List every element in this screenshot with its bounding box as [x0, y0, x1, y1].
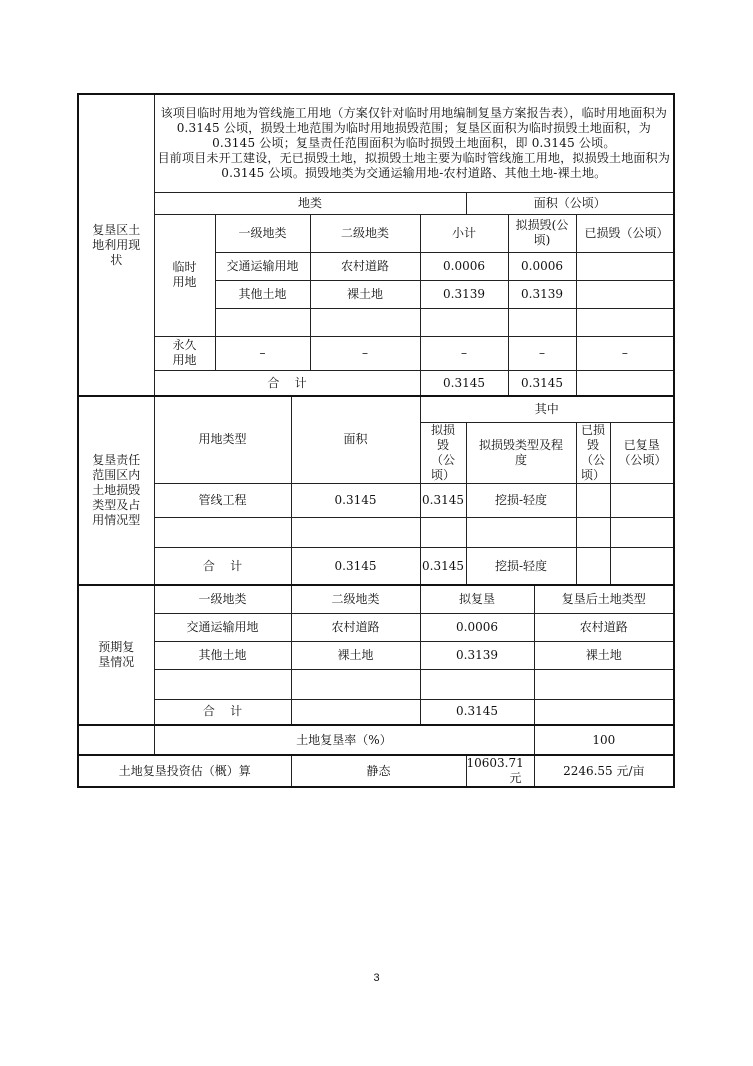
- cell-level2: –: [310, 336, 420, 370]
- cell-subtotal: [420, 308, 508, 336]
- table-row: [78, 613, 674, 641]
- col-planned-loss: 拟损毁（公顷）: [420, 422, 466, 483]
- cell-reclaimed: [610, 483, 674, 517]
- page-number: 3: [373, 972, 380, 984]
- col-level1: 一级地类: [154, 585, 291, 613]
- cell-subtotal: –: [420, 336, 508, 370]
- col-among: 其中: [420, 396, 674, 422]
- section2-label: 复垦责任范围区内土地损毁类型及占用情况型: [78, 396, 154, 585]
- investment-amount: 10603.71 元: [466, 755, 534, 787]
- table-row: [78, 336, 674, 370]
- investment-per-mu: 2246.55 元/亩: [534, 755, 674, 787]
- col-planned: 拟损毁(公顷): [508, 214, 576, 252]
- col-damaged: 已损毁（公顷）: [576, 214, 674, 252]
- cell-planned: 0.3139: [420, 641, 534, 669]
- cell-planned: [420, 669, 534, 699]
- cell-landuse: 管线工程: [154, 483, 291, 517]
- cell-level2: 裸土地: [310, 280, 420, 308]
- cell-level2: [291, 699, 420, 725]
- col-level2: 二级地类: [310, 214, 420, 252]
- cell-reclaimed: [610, 517, 674, 547]
- cell-degree: 挖损-轻度: [466, 483, 576, 517]
- col-after-type: 复垦后土地类型: [534, 585, 674, 613]
- col-loss-type: 拟损毁类型及程度: [466, 422, 576, 483]
- cell-damaged: –: [576, 336, 674, 370]
- cell-level2: [291, 669, 420, 699]
- header-area: 面积（公顷）: [466, 192, 674, 214]
- col-level2: 二级地类: [291, 585, 420, 613]
- col-subtotal: 小计: [420, 214, 508, 252]
- cell-subtotal: 0.0006: [420, 252, 508, 280]
- section1-description: [154, 94, 674, 192]
- cell-planned: 0.3139: [508, 280, 576, 308]
- cell-planned: 0.3145: [420, 699, 534, 725]
- col-damaged-loss: 已损毁（公顷）: [576, 422, 610, 483]
- cell-level1: 交通运输用地: [215, 252, 310, 280]
- rate-spacer: [78, 725, 154, 755]
- cell-planned: [508, 308, 576, 336]
- table-row: [78, 641, 674, 669]
- cell-after: 裸土地: [534, 641, 674, 669]
- section3-label: 预期复垦情况: [78, 585, 154, 725]
- table-row: [78, 483, 674, 517]
- cell-level1: –: [215, 336, 310, 370]
- cell-planned: [420, 517, 466, 547]
- cell-damaged: [576, 252, 674, 280]
- perm-land-label: 永久用地: [154, 336, 215, 370]
- cell-level2: 农村道路: [291, 613, 420, 641]
- cell-damaged: [576, 547, 610, 585]
- cell-degree: [466, 517, 576, 547]
- cell-damaged: [576, 483, 610, 517]
- col-area: 面积: [291, 396, 420, 483]
- total-label: 合 计: [154, 370, 420, 396]
- cell-damaged: [576, 308, 674, 336]
- cell-level1: [154, 669, 291, 699]
- table-row: [78, 517, 674, 547]
- cell-degree: 挖损-轻度: [466, 547, 576, 585]
- cell-planned: 0.0006: [420, 613, 534, 641]
- temp-land-label: 临时用地: [154, 214, 215, 336]
- investment-type: 静态: [291, 755, 466, 787]
- cell-level1: 合 计: [154, 699, 291, 725]
- cell-area: 0.3145: [291, 483, 420, 517]
- col-landuse: 用地类型: [154, 396, 291, 483]
- total-row: [78, 370, 674, 396]
- table-row: [78, 669, 674, 699]
- cell-level1: 其他土地: [154, 641, 291, 669]
- col-level1: 一级地类: [215, 214, 310, 252]
- cell-subtotal: 0.3139: [420, 280, 508, 308]
- cell-after: [534, 669, 674, 699]
- cell-level1: [215, 308, 310, 336]
- investment-label: 土地复垦投资估（概）算: [78, 755, 291, 787]
- cell-planned: 0.0006: [508, 252, 576, 280]
- section1-label: 复垦区土地利用现状: [78, 94, 154, 396]
- rate-value: 100: [534, 725, 674, 755]
- cell-area: [291, 517, 420, 547]
- cell-planned: –: [508, 336, 576, 370]
- col-planned-reclaim: 拟复垦: [420, 585, 534, 613]
- col-reclaimed: 已复垦（公顷）: [610, 422, 674, 483]
- cell-level2: 裸土地: [291, 641, 420, 669]
- header-dilei: 地类: [154, 192, 466, 214]
- cell-level1: 交通运输用地: [154, 613, 291, 641]
- document-sheet: [77, 93, 675, 788]
- cell-level2: 农村道路: [310, 252, 420, 280]
- reclamation-table: [77, 93, 675, 788]
- cell-level1: 其他土地: [215, 280, 310, 308]
- section1-desc-para1: 该项目临时用地为管线施工用地（方案仅针对临时用地编制复垦方案报告表），临时用地面积为 0.3145 公顷，损毁土地范围为临时用地损毁范围；复垦区面积为临时损毁土地面积，为 0.3145 公顷；复垦责任范围面积为临时损毁土地面积，即 0.3145 公顷。: [160, 105, 668, 150]
- section1-desc-para2: 目前项目未开工建设，无已损毁土地，拟损毁土地主要为临时管线施工用地，拟损毁土地面积为 0.3145 公顷。损毁地类为交通运输用地-农村道路、其他土地-裸土地。: [157, 150, 671, 180]
- cell-after: 农村道路: [534, 613, 674, 641]
- cell-after: [534, 699, 674, 725]
- cell-damaged: [576, 517, 610, 547]
- total-row: [78, 547, 674, 585]
- cell-level2: [310, 308, 420, 336]
- total-damaged: [576, 370, 674, 396]
- cell-reclaimed: [610, 547, 674, 585]
- cell-landuse: 合 计: [154, 547, 291, 585]
- rate-label: 土地复垦率（%）: [154, 725, 534, 755]
- cell-planned: 0.3145: [420, 547, 466, 585]
- cell-area: 0.3145: [291, 547, 420, 585]
- cell-landuse: [154, 517, 291, 547]
- total-subtotal: 0.3145: [420, 370, 508, 396]
- total-row: [78, 699, 674, 725]
- cell-damaged: [576, 280, 674, 308]
- cell-planned: 0.3145: [420, 483, 466, 517]
- total-planned: 0.3145: [508, 370, 576, 396]
